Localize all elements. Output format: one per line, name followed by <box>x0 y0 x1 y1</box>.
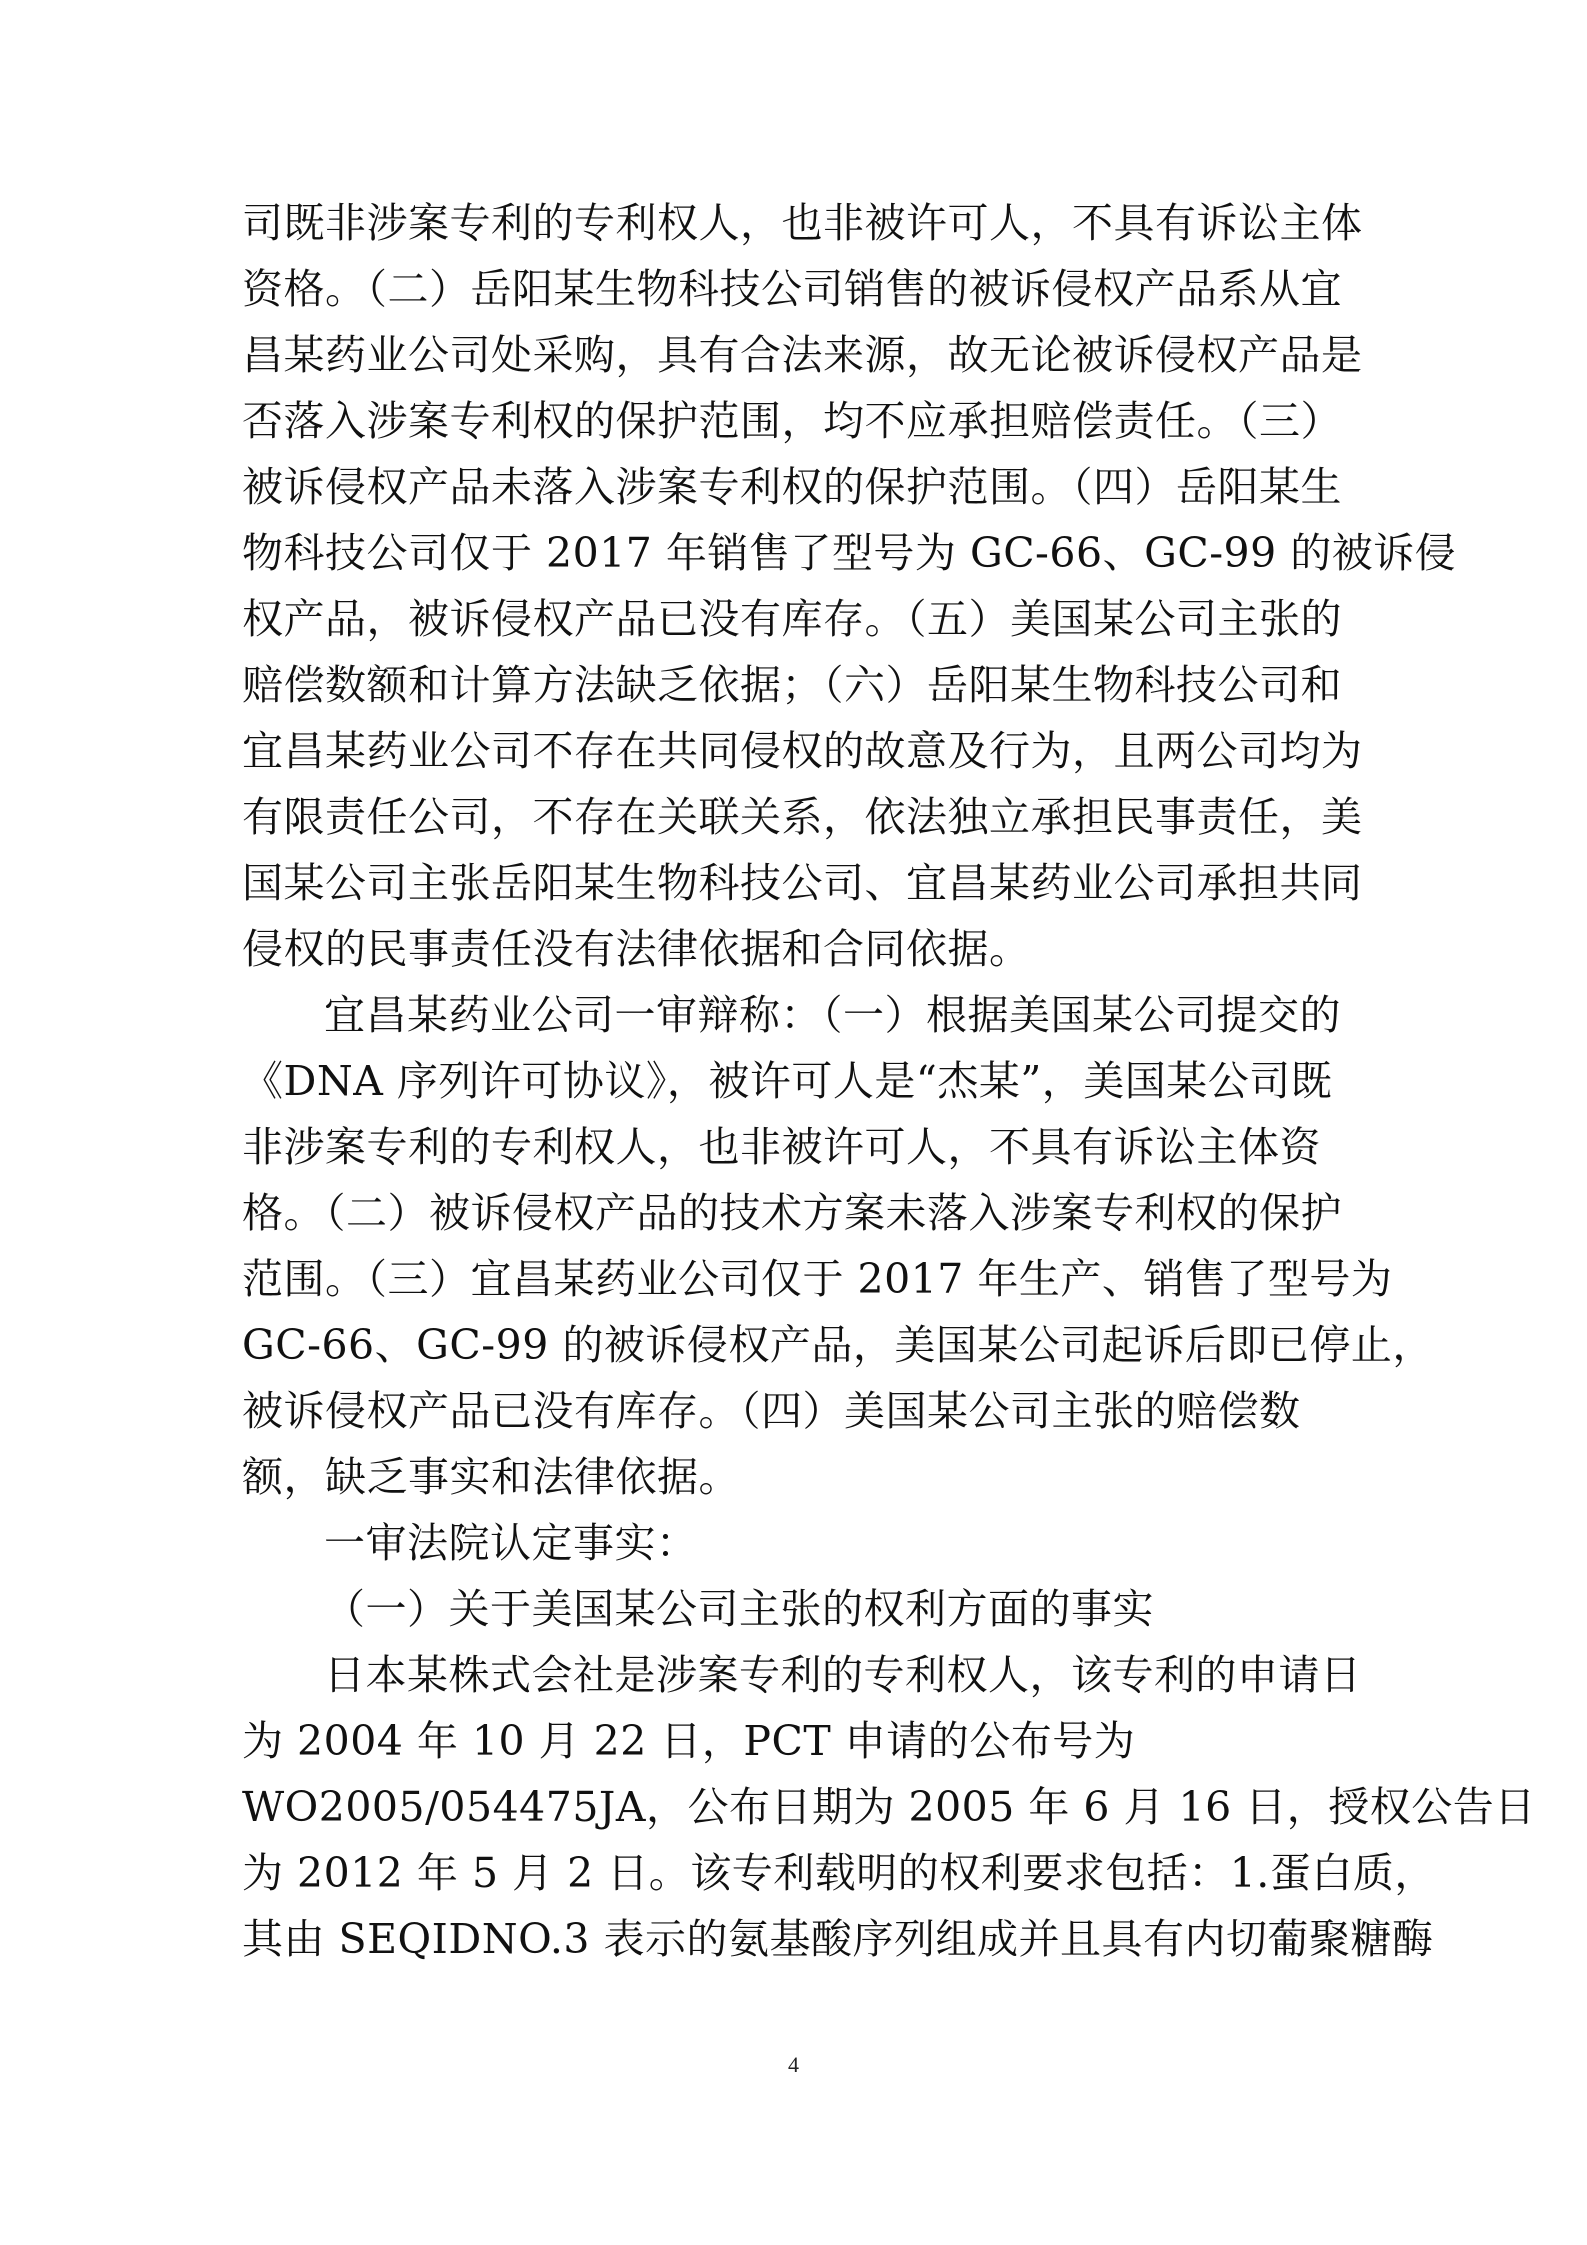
text-line: 有限责任公司，不存在关联关系，依法独立承担民事责任，美 <box>242 793 1363 841</box>
text-line: 日本某株式会社是涉案专利的专利权人，该专利的申请日 <box>324 1651 1362 1699</box>
text-line: 格。（二）被诉侵权产品的技术方案未落入涉案专利权的保护 <box>242 1189 1342 1237</box>
page-number: 4 <box>788 2052 799 2077</box>
text-line: （一）关于美国某公司主张的权利方面的事实 <box>324 1585 1154 1633</box>
text-line: 非涉案专利的专利权人，也非被许可人，不具有诉讼主体资 <box>242 1123 1321 1171</box>
document-body <box>242 190 1536 1972</box>
text-line: GC-66、GC-99 的被诉侵权产品，美国某公司起诉后即已停止， <box>242 1321 1434 1369</box>
text-line: WO2005/054475JA，公布日期为 2005 年 6 月 16 日，授权公告日 <box>242 1783 1536 1831</box>
text-line: 范围。（三）宜昌某药业公司仅于 2017 年生产、销售了型号为 <box>242 1255 1393 1303</box>
text-line: 国某公司主张岳阳某生物科技公司、宜昌某药业公司承担共同 <box>242 859 1363 907</box>
text-line: 赔偿数额和计算方法缺乏依据；（六）岳阳某生物科技公司和 <box>242 661 1342 709</box>
text-line: 资格。（二）岳阳某生物科技公司销售的被诉侵权产品系从宜 <box>242 265 1342 313</box>
text-line: 额，缺乏事实和法律依据。 <box>242 1453 740 1501</box>
text-line: 昌某药业公司处采购，具有合法来源，故无论被诉侵权产品是 <box>242 331 1363 379</box>
text-line: 被诉侵权产品未落入涉案专利权的保护范围。（四）岳阳某生 <box>242 463 1342 511</box>
text-line: 为 2004 年 10 月 22 日，PCT 申请的公布号为 <box>242 1717 1136 1765</box>
text-line: 权产品，被诉侵权产品已没有库存。（五）美国某公司主张的 <box>242 595 1342 643</box>
text-line: 宜昌某药业公司一审辩称：（一）根据美国某公司提交的 <box>324 991 1341 1039</box>
text-line: 被诉侵权产品已没有库存。（四）美国某公司主张的赔偿数 <box>242 1387 1301 1435</box>
text-line: 一审法院认定事实： <box>324 1519 698 1567</box>
text-line: 其由 SEQIDNO.3 表示的氨基酸序列组成并且具有内切葡聚糖酶 <box>242 1915 1434 1963</box>
text-line: 否落入涉案专利权的保护范围，均不应承担赔偿责任。（三） <box>242 397 1342 445</box>
text-line: 司既非涉案专利的专利权人，也非被许可人，不具有诉讼主体 <box>242 199 1363 247</box>
text-line: 为 2012 年 5 月 2 日。该专利载明的权利要求包括：1.蛋白质， <box>242 1849 1436 1897</box>
text-line: 宜昌某药业公司不存在共同侵权的故意及行为，且两公司均为 <box>242 727 1363 775</box>
text-line: 《DNA 序列许可协议》，被许可人是“杰某”，美国某公司既 <box>242 1057 1333 1105</box>
text-line: 物科技公司仅于 2017 年销售了型号为 GC-66、GC-99 的被诉侵 <box>242 529 1457 577</box>
text-line: 侵权的民事责任没有法律依据和合同依据。 <box>242 925 1031 973</box>
